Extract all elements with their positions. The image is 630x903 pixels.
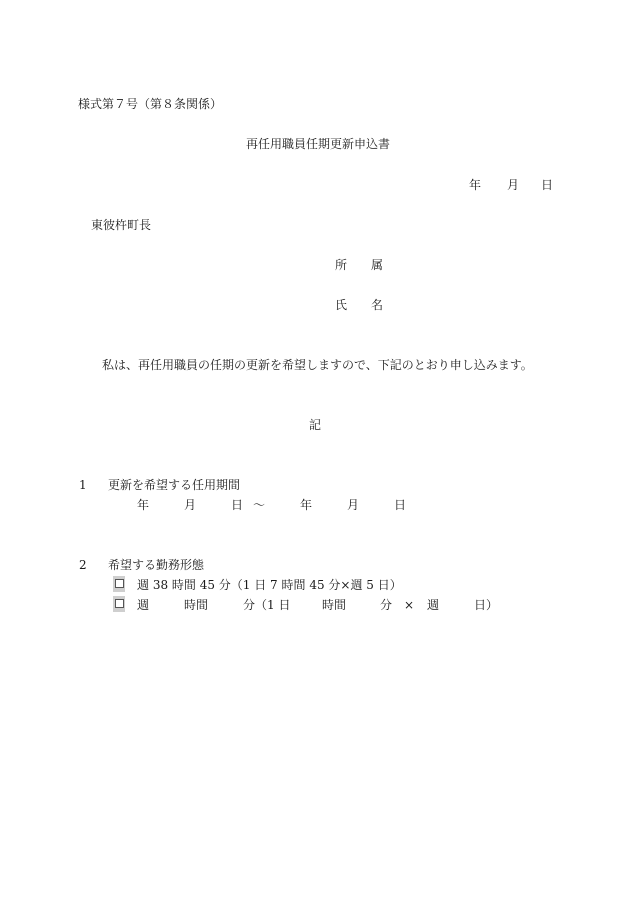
- period-start-year: 年: [137, 498, 150, 512]
- option-2-days-close: 日）: [474, 598, 499, 612]
- date-year: 年: [469, 178, 482, 192]
- option-2-hours: 時間: [184, 598, 209, 612]
- date-month: 月: [507, 178, 520, 192]
- name-label-1: 氏: [335, 298, 348, 312]
- option-2-week-2: 週: [427, 598, 440, 612]
- affiliation-label-2: 属: [371, 258, 384, 272]
- name-label-2: 名: [371, 298, 384, 312]
- option-2-minutes-open: 分（1 日: [243, 598, 291, 612]
- period-end-day: 日: [394, 498, 407, 512]
- affiliation-label-1: 所: [335, 258, 348, 272]
- item-2-label: 希望する勤務形態: [108, 558, 205, 572]
- document-title: 再任用職員任期更新申込書: [246, 137, 391, 151]
- body-text: 私は、再任用職員の任期の更新を希望しますので、下記のとおり申し込みます。: [102, 358, 533, 372]
- period-start-day: 日: [231, 498, 244, 512]
- period-tilde: ～: [253, 498, 266, 512]
- period-end-month: 月: [347, 498, 360, 512]
- date-day: 日: [541, 178, 554, 192]
- option-2-checkbox[interactable]: [113, 596, 125, 612]
- option-1-checkbox[interactable]: [113, 576, 125, 592]
- item-1-label: 更新を希望する任用期間: [108, 478, 241, 492]
- period-start-month: 月: [184, 498, 197, 512]
- option-2-minutes: 分: [380, 598, 393, 612]
- ki-heading: 記: [309, 418, 322, 432]
- option-2-times: ×: [404, 598, 415, 612]
- item-1-number: 1: [79, 478, 87, 492]
- form-number: 様式第７号（第８条関係）: [78, 97, 223, 111]
- option-2-hours-2: 時間: [322, 598, 347, 612]
- option-2-week: 週: [137, 598, 150, 612]
- item-2-number: 2: [79, 558, 87, 572]
- addressee: 東彼杵町長: [91, 218, 152, 232]
- period-end-year: 年: [300, 498, 313, 512]
- option-1-label: 週 38 時間 45 分（1 日 7 時間 45 分×週 5 日）: [137, 578, 402, 592]
